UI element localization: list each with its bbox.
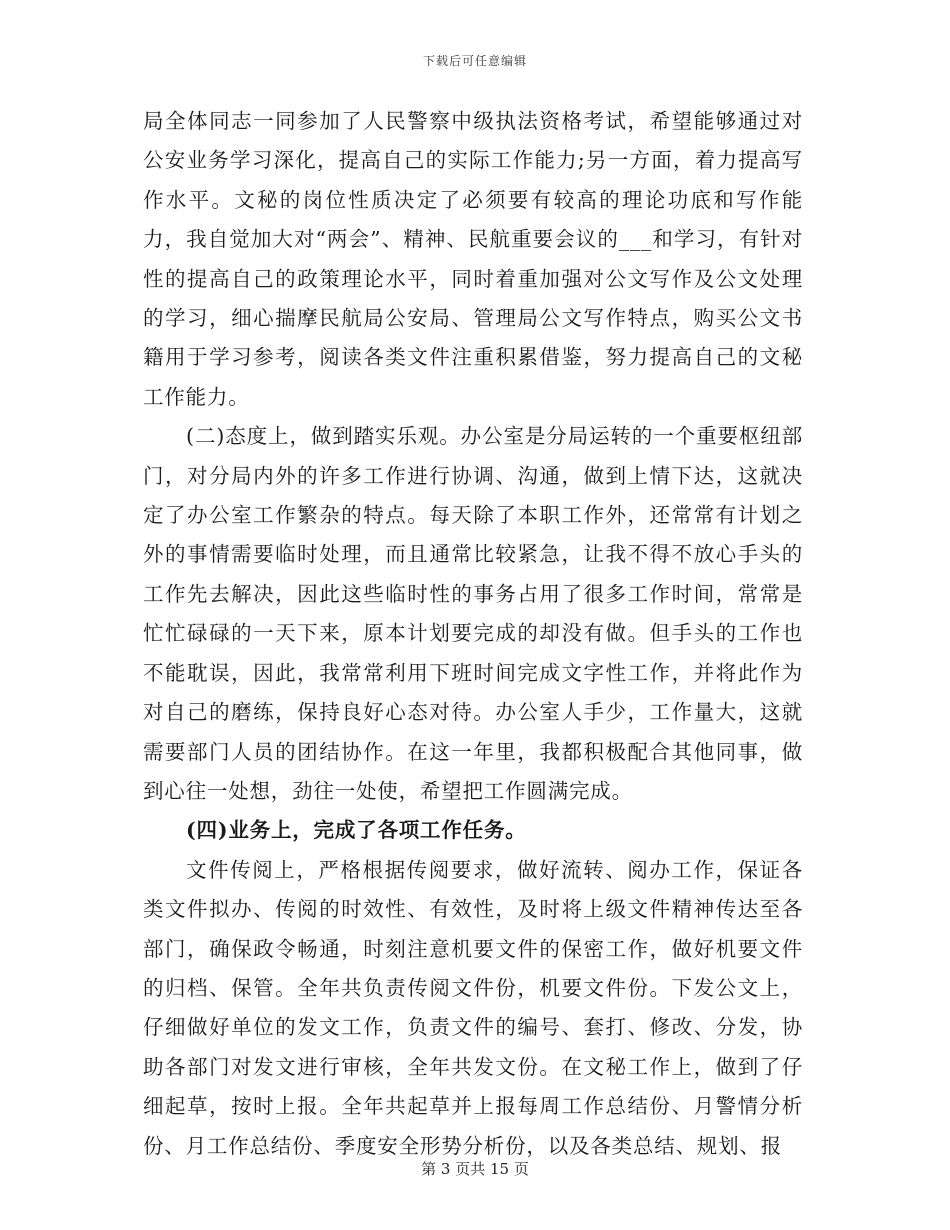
paragraph-study: 局全体同志一同参加了人民警察中级执法资格考试，希望能够通过对公安业务学习深化，提高自己的实际工作能力;另一方面，着力提高写作水平。文秘的岗位性质决定了必须要有较高的理论功底和写作能力，我自觉加大对“两会”、精神、民航重要会议的___和学习，有针对性的提高自己的政策理论水平，同时着重加强对公文写作及公文处理的学习，细心揣摩民航局公安局、管理局公文写作特点，购买公文书籍用于学习参考，阅读各类文件注重积累借鉴，努力提高自己的文秘工作能力。 (143, 109, 803, 409)
paragraph-attitude: (二)态度上，做到踏实乐观。办公室是分局运转的一个重要枢纽部门，对分局内外的许多工作进行协调、沟通，做到上情下达，这就决定了办公室工作繁杂的特点。每天除了本职工作外，还常常有计划之外的事情需要临时处理，而且通常比较紧急，让我不得不放心手头的工作先去解决，因此这些临时性的事务占用了很多工作时间，常常是忙忙碌碌的一天下来，原本计划要完成的却没有做。但手头的工作也不能耽误，因此，我常常利用下班时间完成文字性工作，并将此作为对自己的磨练，保持良好心态对待。办公室人手少，工作量大，这就需要部门人员的团结协作。在这一年里，我都积极配合其他同事，做到心往一处想，劲往一处使，希望把工作圆满完成。 (143, 424, 803, 803)
page-header: 下载后可任意编辑 (422, 54, 527, 68)
paragraph-documents: 文件传阅上，严格根据传阅要求，做好流转、阅办工作，保证各类文件拟办、传阅的时效性、有效性，及时将上级文件精神传达至各部门，确保政令畅通，时刻注意机要文件的保密工作，做好机要文件的归档、保管。全年共负责传阅文件份，机要文件份。下发公文上，仔细做好单位的发文工作，负责文件的编号、套打、修改、分发，协助各部门对发文进行审核，全年共发文份。在文秘工作上，做到了仔细起草，按时上报。全年共起草并上报每周工作总结份、月警情分析份、月工作总结份、季度安全形势分析份，以及各类总结、规划、报 (143, 857, 803, 1158)
page-footer: 第 3 页共 15 页 (421, 1160, 529, 1178)
section-heading-business: (四)业务上，完成了各项工作任务。 (186, 818, 527, 843)
document-body (143, 102, 803, 1166)
